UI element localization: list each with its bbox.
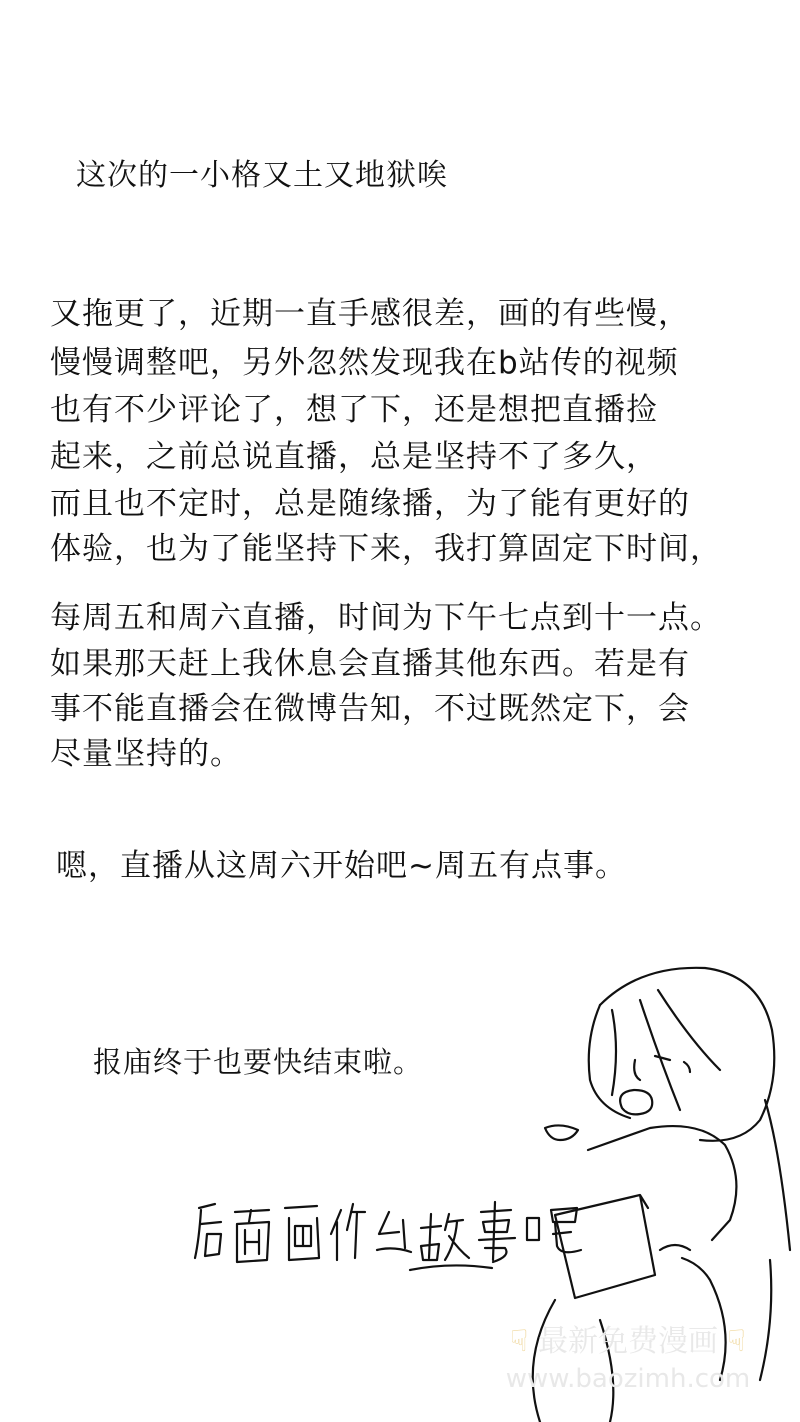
para2-line: 如果那天赶上我休息会直播其他东西。若是有: [50, 646, 690, 682]
watermark: [478, 1316, 778, 1406]
para1-line: 而且也不定时，总是随缘播，为了能有更好的: [50, 486, 690, 522]
para1-line: 体验，也为了能坚持下来，我打算固定下时间，: [50, 531, 722, 567]
para4-line: 报庙终于也要快结束啦。: [93, 1045, 424, 1079]
handwritten-caption: [195, 1202, 581, 1262]
para3-line: 嗯，直播从这周六开始吧~周五有点事。: [56, 848, 627, 884]
watermark-line1: 最新免费漫画: [538, 1324, 718, 1359]
watermark-line2: www.baozimh.com: [505, 1364, 751, 1394]
title-line: 这次的一小格又土又地狱唉: [76, 158, 448, 193]
pointing-hand-icon: ☟: [510, 1324, 529, 1359]
para2-line: 尽量坚持的。: [50, 736, 242, 772]
pointing-hand-icon: ☟: [727, 1324, 746, 1359]
para1-line: 又拖更了，近期一直手感很差，画的有些慢，: [50, 296, 690, 332]
underline-stroke: [410, 1265, 492, 1270]
para2-line: 事不能直播会在微博告知，不过既然定下，会: [50, 691, 690, 727]
para1-line: 也有不少评论了，想了下，还是想把直播捡: [50, 392, 658, 428]
para1-line: 起来，之前总说直播，总是坚持不了多久，: [50, 439, 658, 475]
para1-line: 慢慢调整吧，另外忽然发现我在b站传的视频: [50, 345, 679, 381]
para2-line: 每周五和周六直播，时间为下午七点到十一点。: [50, 600, 722, 636]
